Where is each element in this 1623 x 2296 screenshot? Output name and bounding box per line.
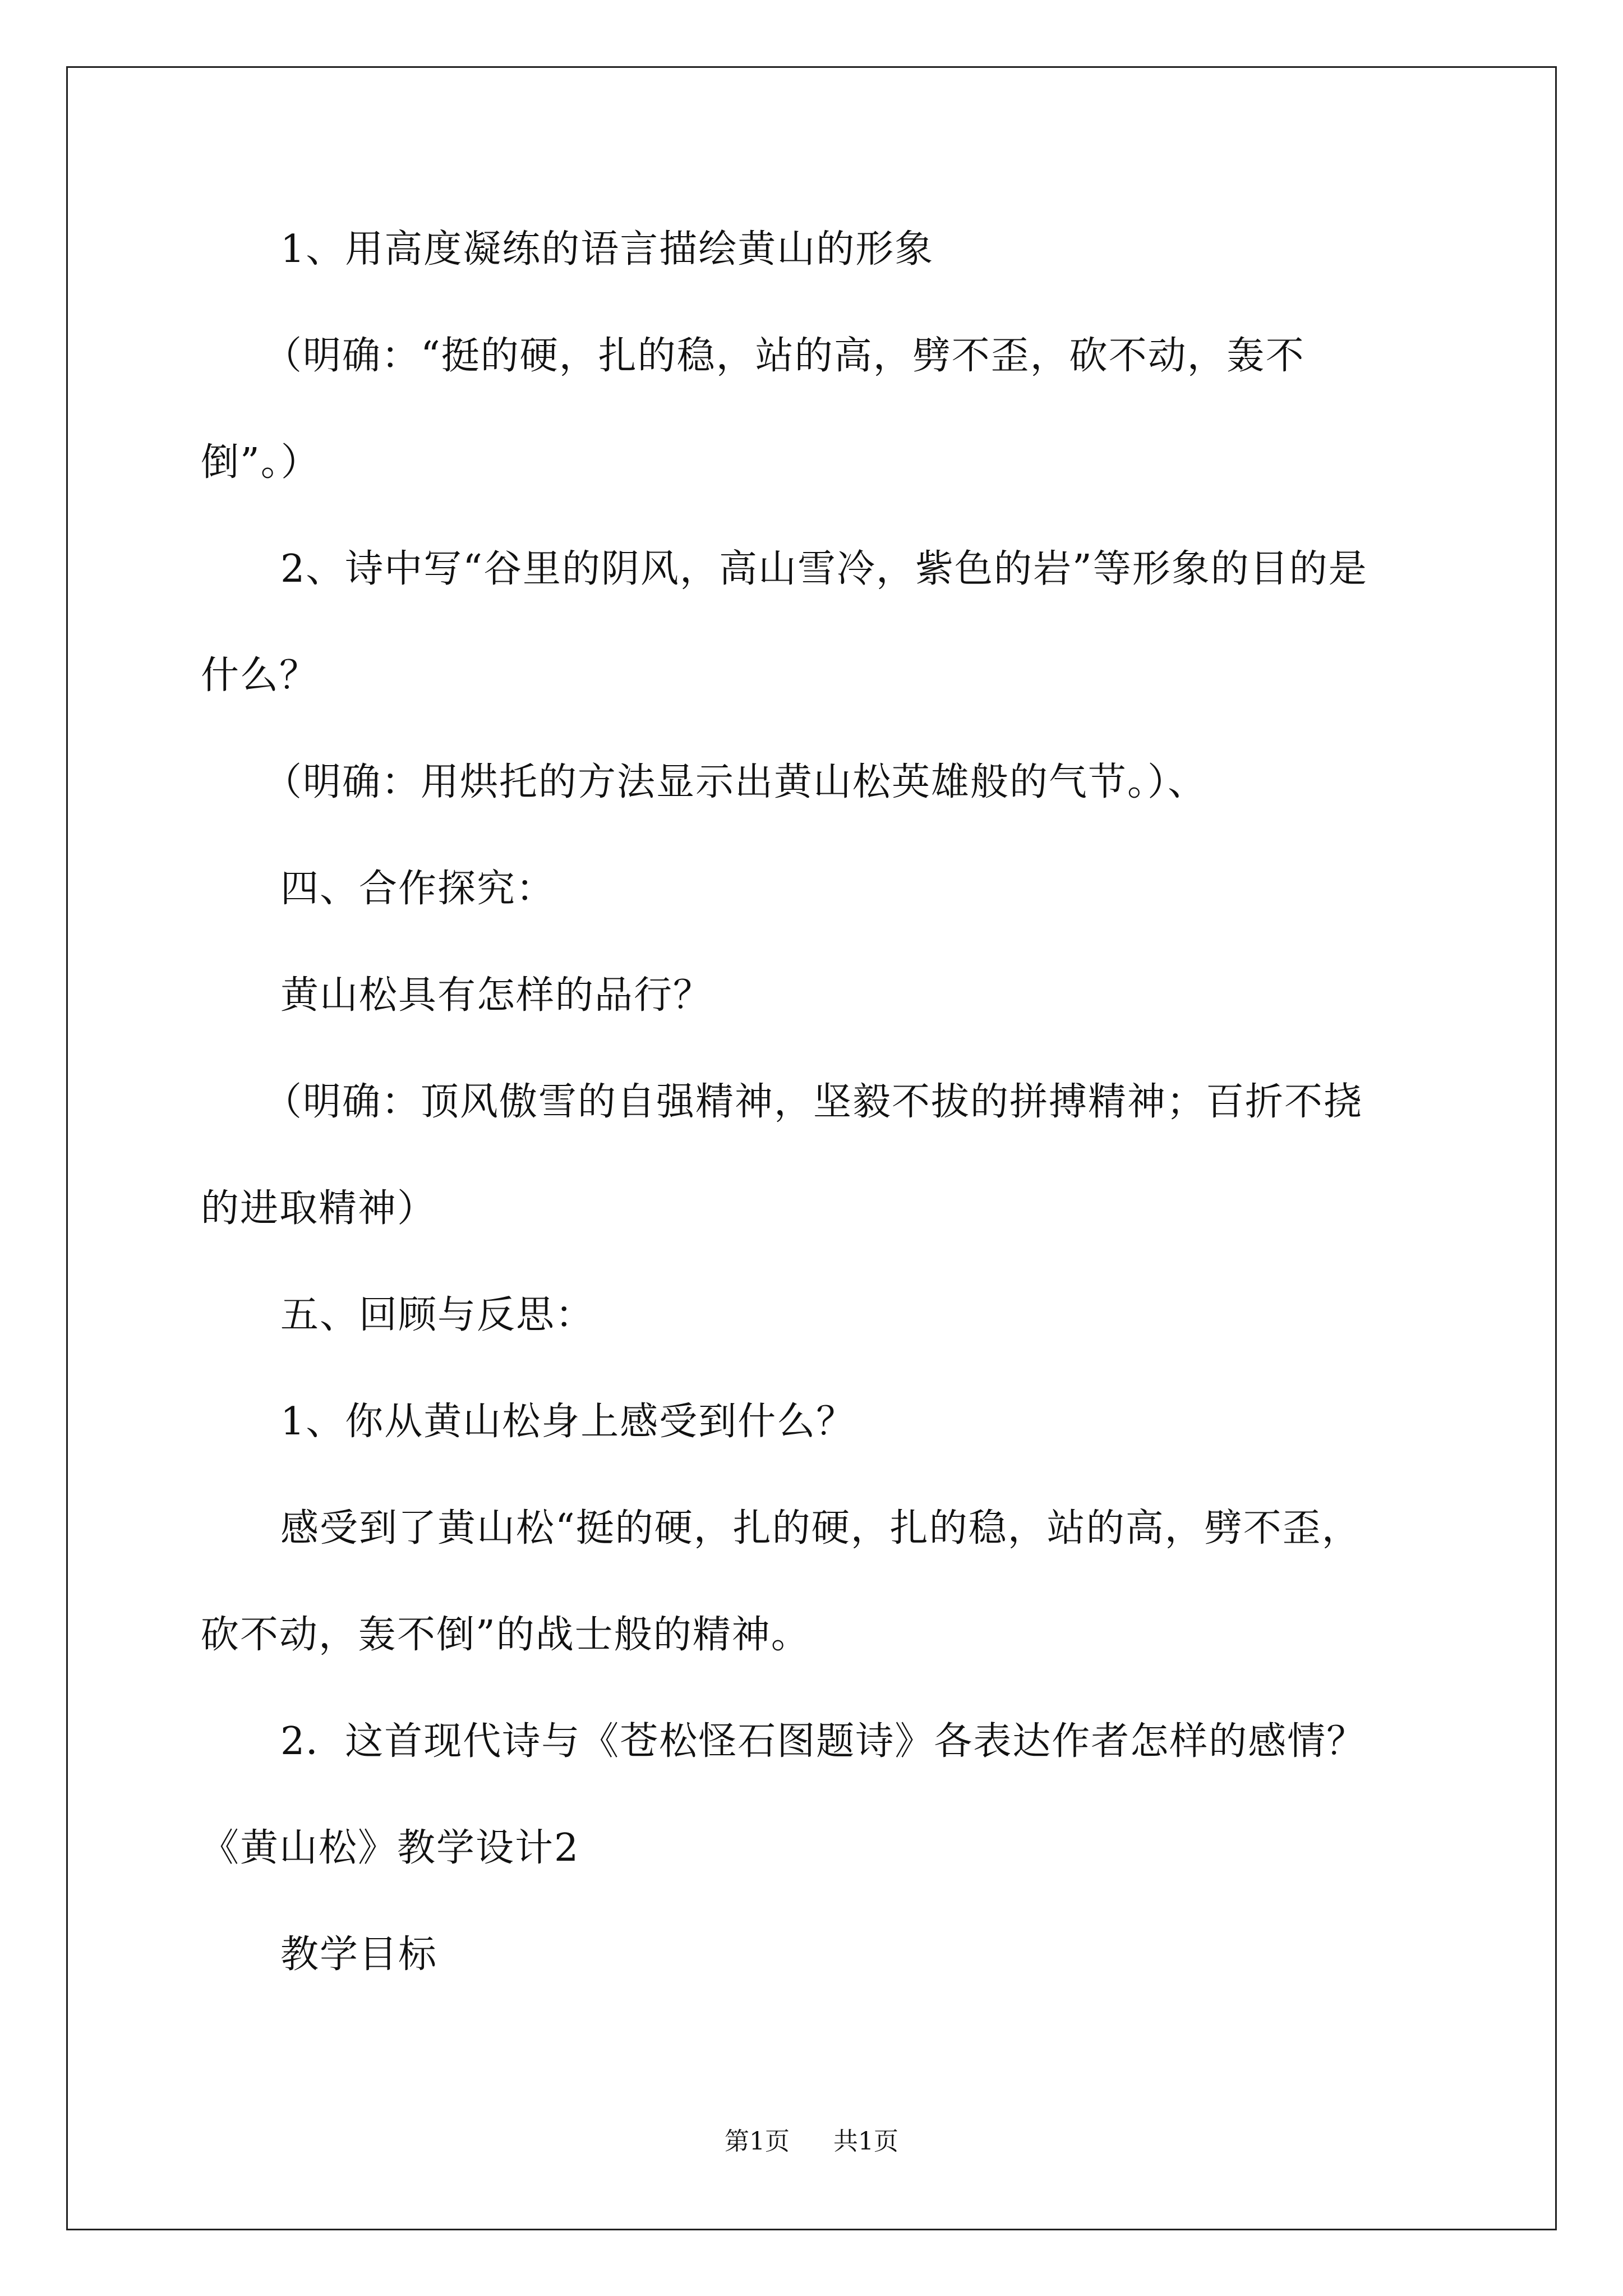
text-line: 1、用高度凝练的语言描绘黄山的形象	[280, 227, 934, 272]
text-line: （明确：顶风傲雪的自强精神，坚毅不拔的拼搏精神；百折不挠	[264, 1080, 1363, 1124]
text-line: 1、你从黄山松身上感受到什么？	[280, 1400, 856, 1444]
text-line: 什么？	[201, 654, 319, 698]
text-line: （明确：“挺的硬，扎的稳，站的高，劈不歪，砍不动，轰不	[264, 334, 1305, 378]
page-number: 第1页	[725, 2127, 790, 2156]
section-heading: 教学目标	[280, 1932, 438, 1977]
text-line: （明确：用烘托的方法显示出黄山松英雄般的气节。）、	[264, 760, 1207, 804]
document-title: 《黄山松》教学设计2	[201, 1826, 580, 1870]
text-line: 2．这首现代诗与《苍松怪石图题诗》各表达作者怎样的感情？	[280, 1719, 1366, 1764]
text-line: 的进取精神）	[201, 1186, 437, 1231]
text-line: 感受到了黄山松“挺的硬，扎的硬，扎的稳，站的高，劈不歪，	[280, 1506, 1361, 1550]
text-line: 黄山松具有怎样的品行？	[280, 973, 713, 1018]
text-line: 砍不动，轰不倒”的战士般的精神。	[201, 1613, 810, 1657]
page-total: 共1页	[833, 2127, 898, 2156]
section-heading: 五、回顾与反思：	[280, 1293, 595, 1337]
text-line: 倒”。）	[201, 440, 320, 485]
page-border	[66, 66, 1557, 2230]
page-footer	[0, 2125, 1623, 2159]
section-heading: 四、合作探究：	[280, 867, 556, 911]
text-line: 2、诗中写“谷里的阴风，高山雪冷，紫色的岩”等形象的目的是	[280, 547, 1368, 591]
